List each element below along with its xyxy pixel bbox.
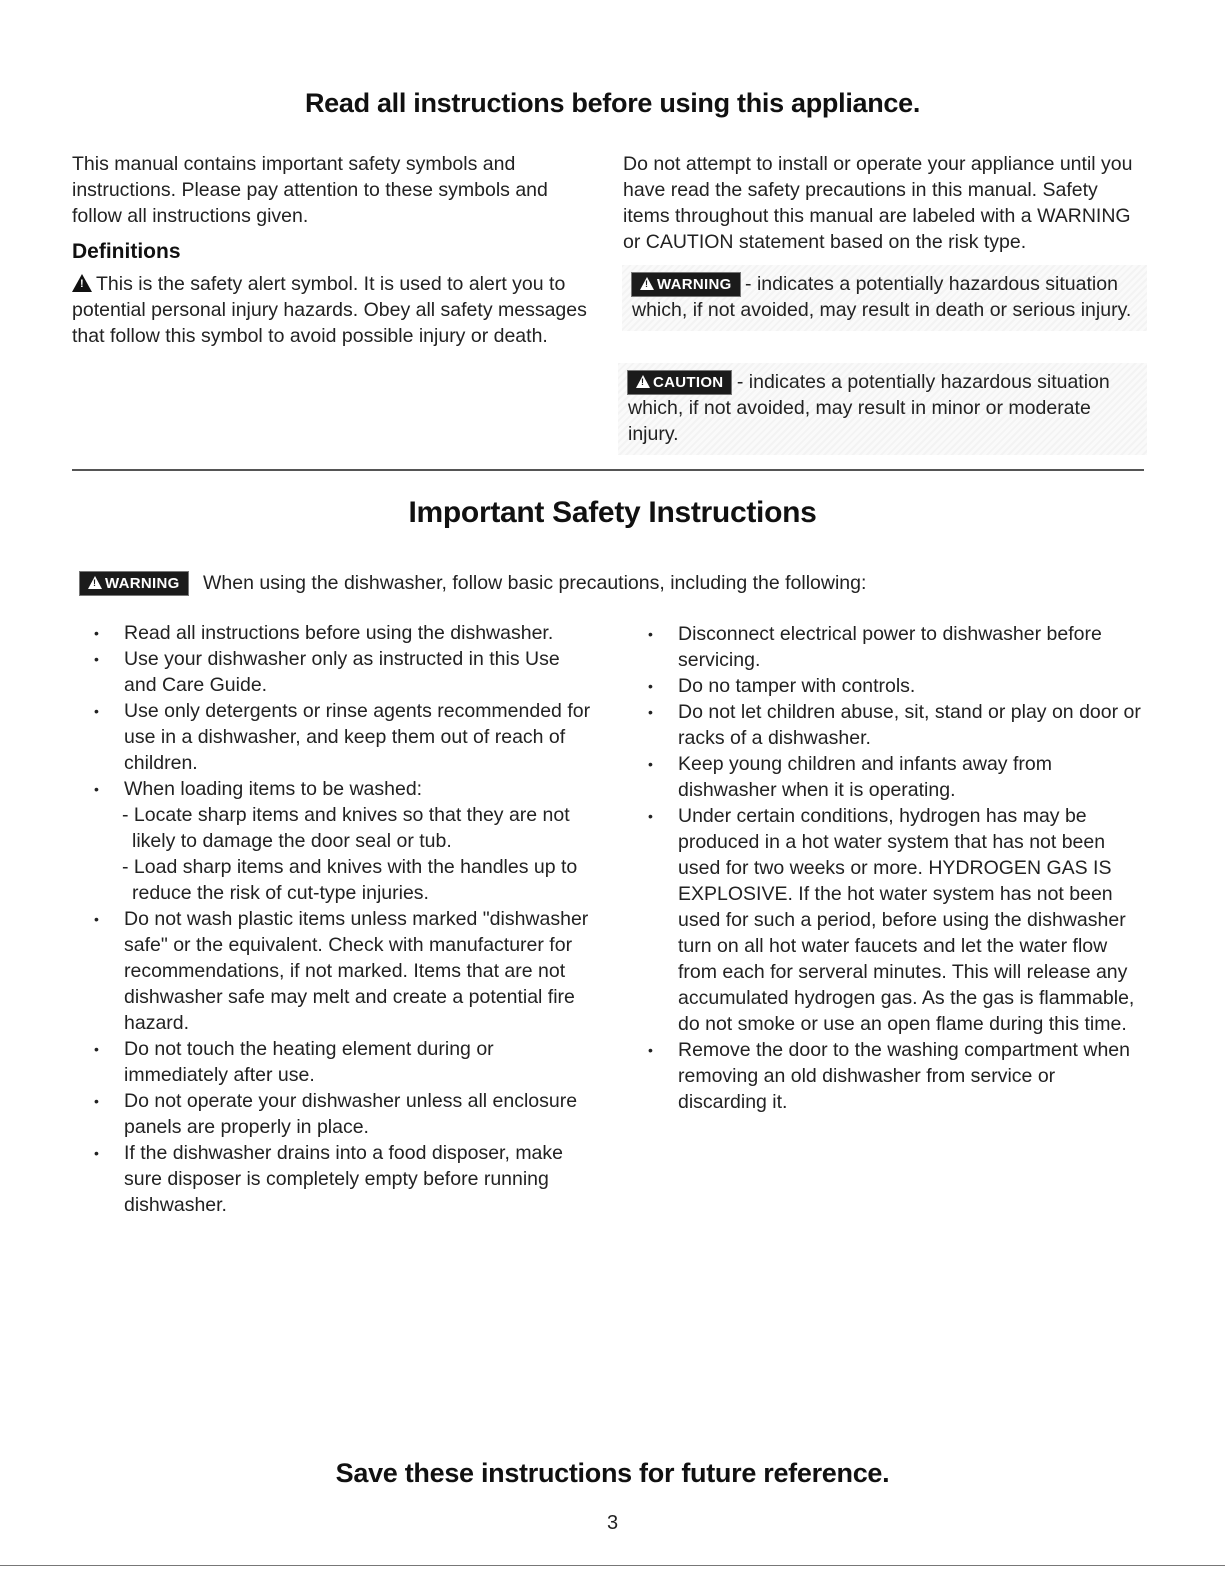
alert-symbol-text: This is the safety alert symbol. It is used to alert you to potential personal injury hazards. Obey all safety messages that follow this symbol to avoid possible injury or death.	[72, 273, 587, 347]
safety-intro	[80, 570, 1160, 596]
safety-warning-badge	[80, 572, 188, 595]
caution-triangle-icon	[636, 375, 650, 388]
safety-list-right	[626, 621, 1146, 1115]
list-item: • When loading items to be washed:	[94, 778, 423, 800]
warning-badge-label: WARNING	[657, 276, 732, 293]
list-item: • Use only detergents or rinse agents recommended for use in a dishwasher, and keep them out of reach of children.	[94, 700, 591, 774]
list-item: • Do not let children abuse, sit, stand or play on door or racks of a dishwasher.	[648, 701, 1141, 749]
list-item: • Under certain conditions, hydrogen has may be produced in a hot water system that has not been used for two weeks or more. HYDROGEN GAS IS EXPLOSIVE. If the hot water system has not been used for such a period, before using the dishwasher turn on all hot water faucets and let the water flow from each for serveral minutes. This will release any accumulated hydrogen gas. As the gas is flammable, do not smoke or use an open flame during this time.	[648, 805, 1135, 1035]
list-item: • Do not wash plastic items unless marked "dishwasher safe" or the equivalent. Check with manufacturer for recommendations, if not marked. Items that are not dishwasher safe may melt and create a potential fire hazard.	[94, 908, 589, 1034]
list-item: • Remove the door to the washing compartment when removing an old dishwasher from service or discarding it.	[648, 1039, 1130, 1113]
intro-right-column	[623, 151, 1148, 255]
safety-title: Important Safety Instructions	[408, 496, 817, 529]
intro-paragraph: This manual contains important safety symbols and instructions. Please pay attention to these symbols and follow all instructions given.	[72, 153, 548, 227]
intro-left-column	[72, 151, 592, 349]
list-subitem: - Locate sharp items and knives so that they are not likely to damage the door seal or tub.	[122, 804, 570, 852]
list-item: • Do not touch the heating element during or immediately after use.	[94, 1038, 494, 1086]
list-item: • Do not operate your dishwasher unless all enclosure panels are properly in place.	[94, 1090, 578, 1138]
warning-badge	[632, 273, 740, 296]
safety-list-left	[72, 620, 597, 1218]
list-item: • Disconnect electrical power to dishwasher before servicing.	[648, 623, 1102, 671]
warning-definition-text: - indicates a potentially hazardous situation which, if not avoided, may result in death or serious injury.	[632, 273, 1132, 321]
caution-badge	[628, 371, 731, 394]
list-item: • Do no tamper with controls.	[648, 675, 916, 697]
safety-alert-icon	[72, 274, 92, 292]
safety-warning-triangle-icon	[88, 576, 102, 589]
list-item: • Read all instructions before using the dishwasher.	[94, 622, 554, 644]
list-item: • Use your dishwasher only as instructed in this Use and Care Guide.	[94, 648, 560, 696]
intro-right-paragraph: Do not attempt to install or operate your appliance until you have read the safety precautions in this manual. Safety items throughout this manual are labeled with a WARNING or CAUTION statement based on the risk type.	[623, 153, 1133, 253]
list-subitem: - Load sharp items and knives with the handles up to reduce the risk of cut-type injuries.	[122, 856, 578, 904]
safety-intro-text: When using the dishwasher, follow basic precautions, including the following:	[203, 572, 867, 594]
page-number: 3	[606, 1512, 619, 1534]
warning-definition-box	[622, 265, 1147, 331]
list-item: • If the dishwasher drains into a food disposer, make sure disposer is completely empty before running dishwasher.	[94, 1142, 563, 1216]
caution-badge-label: CAUTION	[653, 374, 724, 391]
caution-definition-text: - indicates a potentially hazardous situation which, if not avoided, may result in minor or moderate injury.	[628, 371, 1110, 445]
warning-triangle-icon	[640, 277, 654, 290]
footer-title: Save these instructions for future reference.	[335, 1458, 890, 1488]
caution-definition-box	[618, 363, 1147, 455]
safety-warning-badge-label: WARNING	[105, 575, 180, 592]
alert-symbol-definition	[72, 271, 592, 349]
bottom-edge-line	[0, 1565, 1225, 1566]
list-item: • Keep young children and infants away from dishwasher when it is operating.	[648, 753, 1052, 801]
section-divider	[72, 469, 1144, 471]
definitions-heading: Definitions	[72, 240, 181, 263]
page-title: Read all instructions before using this appliance.	[304, 88, 921, 118]
